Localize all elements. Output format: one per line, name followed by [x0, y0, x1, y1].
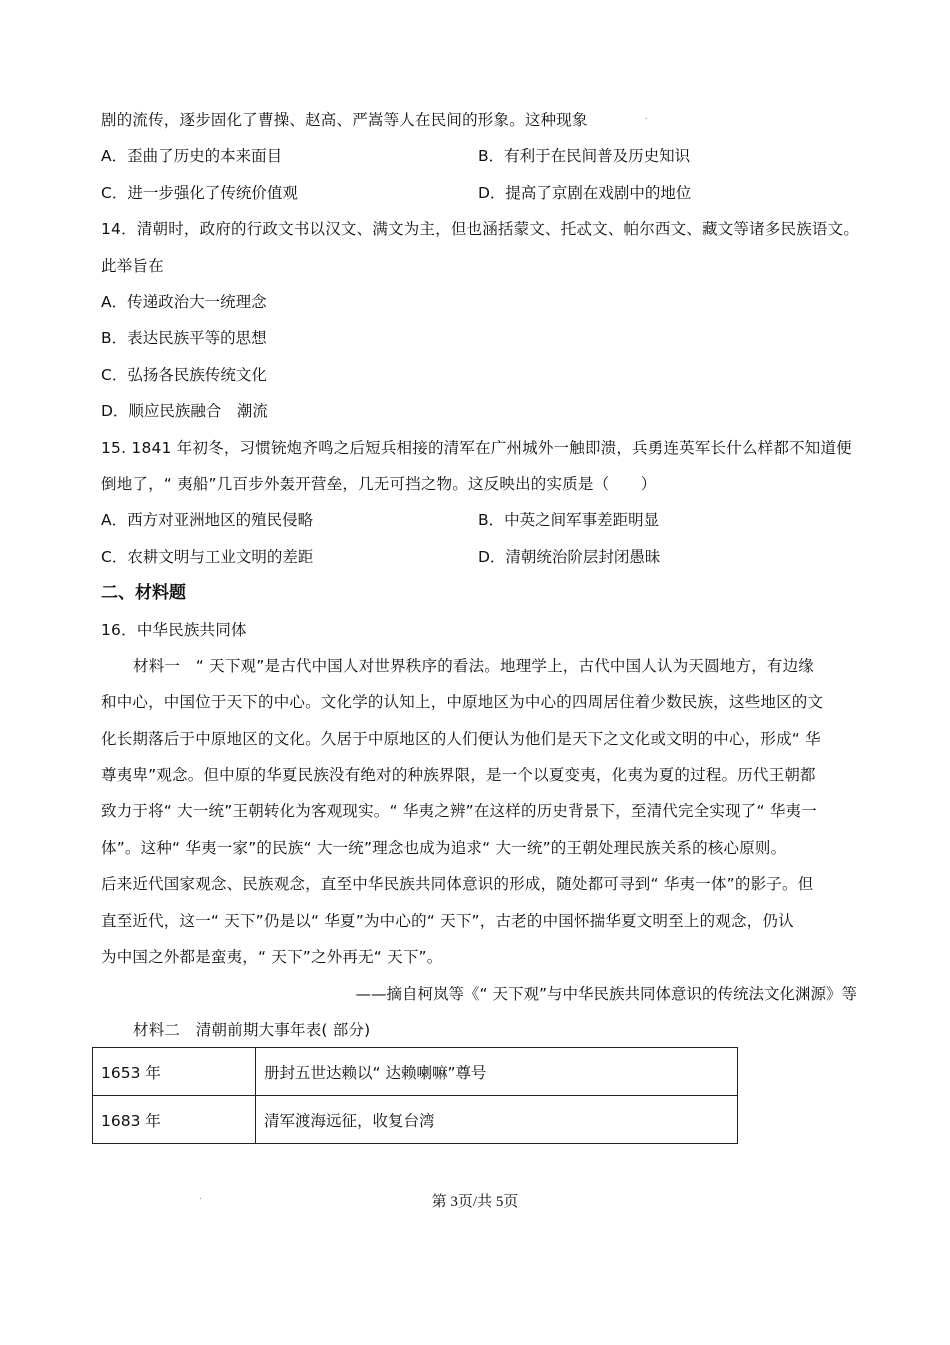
stray-dot: . — [645, 112, 648, 121]
q14-stem-line1: 14．清朝时，政府的行政文书以汉文、满文为主，但也涵括蒙文、托忒文、帕尔西文、藏文等诸多民族语文。 — [101, 220, 860, 238]
table-cell-event: 清军渡海远征，收复台湾 — [256, 1096, 738, 1144]
q15-option-c: C．农耕文明与工业文明的差距 — [101, 548, 314, 566]
material1-line-7: 后来近代国家观念、民族观念，直至中华民族共同体意识的形成，随处都可寻到“ 华夷一体”的影子。但 — [101, 875, 814, 893]
material1-line-1: 材料一 “ 天下观”是古代中国人对世界秩序的看法。地理学上，古代中国人认为天圆地方，有边缘 — [133, 657, 814, 675]
q15-option-a: A．西方对亚洲地区的殖民侵略 — [101, 511, 314, 529]
q14-option-b: B．表达民族平等的思想 — [101, 329, 267, 347]
material1-line-3: 化长期落后于中原地区的文化。久居于中原地区的人们便认为他们是天下之文化或文明的中心，形成“ 华 — [101, 730, 821, 748]
q14-stem-line2: 此举旨在 — [101, 257, 164, 275]
table-row — [93, 1048, 738, 1096]
table-cell-year: 1683 年 — [93, 1096, 256, 1144]
q15-stem-line1: 15. 1841 年初冬，习惯铳炮齐鸣之后短兵相接的清军在广州城外一触即溃，兵勇连英军长什么样都不知道便 — [101, 439, 852, 457]
q15-option-d: D．清朝统治阶层封闭愚昧 — [478, 548, 661, 566]
q14-option-a: A．传递政治大一统理念 — [101, 293, 267, 311]
q16-title: 16．中华民族共同体 — [101, 621, 247, 639]
q15-option-b: B．中英之间军事差距明显 — [478, 511, 660, 529]
material1-line-2: 和中心，中国位于天下的中心。文化学的认知上，中原地区为中心的四周居住着少数民族，这些地区的文 — [101, 693, 824, 711]
q14-option-d: D．顺应民族融合 潮流 — [101, 402, 268, 420]
material1-source: ——摘自柯岚等《“ 天下观”与中华民族共同体意识的传统法文化渊源》等 — [355, 985, 857, 1003]
section-heading: 二、材料题 — [101, 583, 186, 603]
material2-title: 材料二 清朝前期大事年表( 部分) — [133, 1021, 371, 1039]
q15-stem-line2: 倒地了，“ 夷船”几百步外轰开营垒，几无可挡之物。这反映出的实质是（ ） — [101, 475, 657, 493]
q13-option-c: C．进一步强化了传统价值观 — [101, 184, 298, 202]
material1-line-5: 致力于将“ 大一统”王朝转化为客观现实。“ 华夷之辨”在这样的历史背景下，至清代完全实现了“ 华夷一 — [101, 802, 817, 820]
chronology-table — [92, 1047, 738, 1144]
table-row — [93, 1096, 738, 1144]
page-footer: 第 3页/共 5页 — [431, 1194, 519, 1210]
q13-stem-tail: 剧的流传，逐步固化了曹操、赵高、严嵩等人在民间的形象。这种现象 — [101, 111, 588, 129]
stray-dot: . — [199, 1192, 202, 1201]
q14-option-c: C．弘扬各民族传统文化 — [101, 366, 267, 384]
material1-line-6: 体”。这种“ 华夷一家”的民族“ 大一统”理念也成为追求“ 大一统”的王朝处理民族关系的核心原则。 — [101, 839, 787, 857]
table-cell-event: 册封五世达赖以“ 达赖喇嘛”尊号 — [256, 1048, 738, 1096]
q13-option-a: A．歪曲了历史的本来面目 — [101, 147, 283, 165]
material1-line-8: 直至近代，这一“ 天下”仍是以“ 华夏”为中心的“ 天下”，古老的中国怀揣华夏文明至上的观念，仍认 — [101, 912, 794, 930]
q13-option-b: B．有利于在民间普及历史知识 — [478, 147, 691, 165]
q13-option-d: D．提高了京剧在戏剧中的地位 — [478, 184, 692, 202]
material1-line-9: 为中国之外都是蛮夷，“ 天下”之外再无“ 天下”。 — [101, 948, 443, 966]
table-cell-year: 1653 年 — [93, 1048, 256, 1096]
material1-line-4: 尊夷卑”观念。但中原的华夏民族没有绝对的种族界限，是一个以夏变夷，化夷为夏的过程。历代王朝都 — [101, 766, 816, 784]
